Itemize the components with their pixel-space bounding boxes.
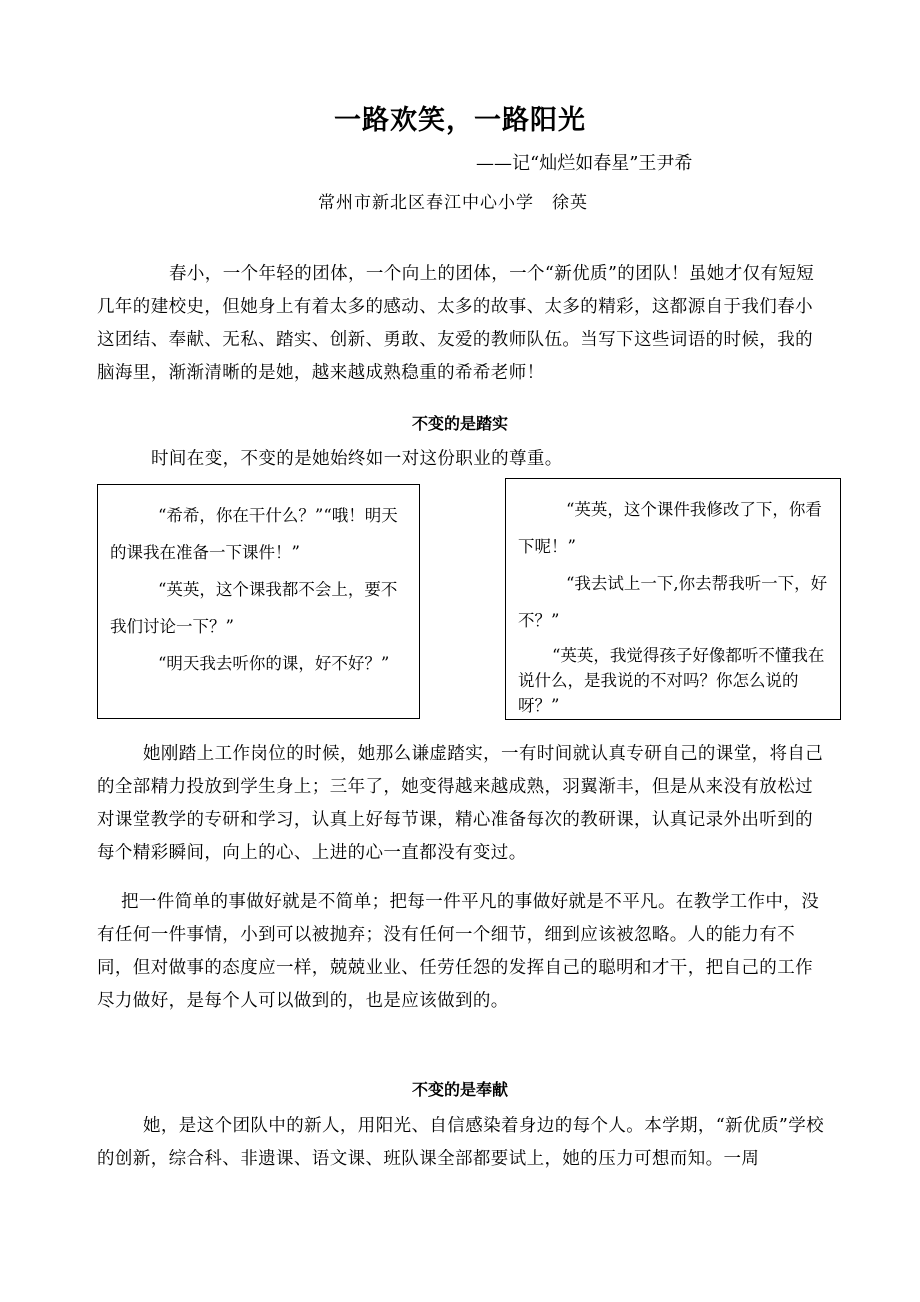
section1-paragraph-2: 把一件简单的事做好就是不简单；把每一件平凡的事做好就是不平凡。在教学工作中，没有任何一件事情，小到可以被抛弃；没有任何一个细节，细到应该被忽略。人的能力有不同，但对做事的态度应一样，兢兢业业、任劳任怨的发挥自己的聪明和才干，把自己的工作尽力做好，是每个人可以做到的，也是应该做到的。 <box>97 892 820 1011</box>
section2-paragraph-1: 她，是这个团队中的新人，用阳光、自信感染着身边的每个人。本学期，“新优质”学校的创新，综合科、非遗课、语文课、班队课全部都要试上，她的压力可想而知。一周 <box>97 1116 824 1169</box>
section-heading-dedication: 不变的是奉献 <box>411 1080 508 1099</box>
dialogue-line: “英英，我觉得孩子好像都听不懂我在说什么，是我说的不对吗？你怎么说的呀？” <box>518 646 825 715</box>
dialogue-line: “我去试上一下,你去帮我听一下，好不？” <box>518 574 828 630</box>
article-subtitle: ——记“灿烂如春星”王尹希 <box>476 153 693 174</box>
dialogue-line: “英英，这个课件我修改了下，你看下呢！” <box>518 500 822 556</box>
article-author: 常州市新北区春江中心小学 徐英 <box>318 193 588 213</box>
dialogue-box-left <box>97 484 420 719</box>
section-heading-practical: 不变的是踏实 <box>411 414 508 433</box>
article-title: 一路欢笑，一路阳光 <box>334 105 586 136</box>
dialogue-line: “英英，这个课我都不会上，要不我们讨论一下？” <box>110 580 398 636</box>
section1-lead: 时间在变，不变的是她始终如一对这份职业的尊重。 <box>151 449 563 469</box>
dialogue-line: “明天我去听你的课，好不好？” <box>158 654 390 673</box>
dialogue-box-right <box>505 478 841 720</box>
section1-paragraph-1: 她刚踏上工作岗位的时候，她那么谦虚踏实，一有时间就认真专研自己的课堂，将自己的全部精力投放到学生身上；三年了，她变得越来越成熟，羽翼渐丰，但是从来没有放松过对课堂教学的专研和学习，认真上好每节课，精心准备每次的教研课，认真记录外出听到的每个精彩瞬间，向上的心、上进的心一直都没有变过。 <box>97 744 824 863</box>
dialogue-line: “希希，你在干什么？”“哦！明天的课我在准备一下课件！” <box>110 506 398 562</box>
intro-paragraph: 春小，一个年轻的团体，一个向上的团体，一个“新优质”的团队！虽她才仅有短短几年的建校史，但她身上有着太多的感动、太多的故事、太多的精彩，这都源自于我们春小这团结、奉献、无私、踏实、创新、勇敢、友爱的教师队伍。当写下这些词语的时候，我的脑海里，渐渐清晰的是她，越来越成熟稳重的希希老师！ <box>97 264 815 383</box>
